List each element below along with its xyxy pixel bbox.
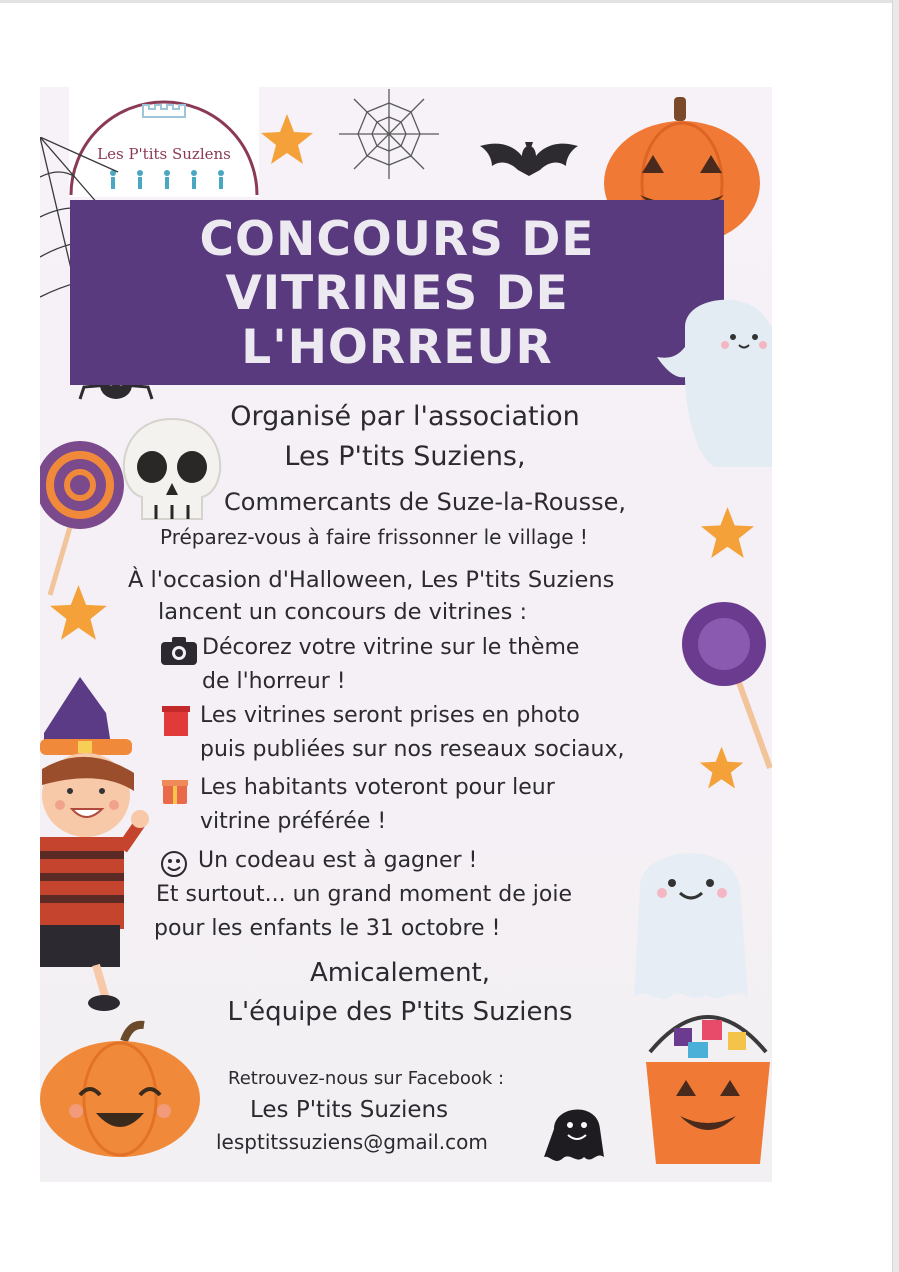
pumpkin-bottom-icon (40, 1019, 200, 1159)
step-1-line-1: Décorez votre vitrine sur le thème (202, 635, 580, 660)
spiderweb-icon (334, 87, 444, 182)
flyer (40, 87, 772, 1182)
intro-line-2: Les P'tits Suziens, (284, 441, 526, 472)
witch-kid-icon (40, 673, 162, 1023)
gift-box-icon (162, 775, 188, 805)
title-line-3: L'HORREUR (241, 320, 553, 375)
intro-line-3: Commercants de Suze-la-Rousse, (224, 488, 626, 516)
step-4-line-1: Un codeau est à gagner ! (198, 848, 478, 873)
scan-edge-top (0, 0, 899, 3)
facebook-page: Les P'tits Suziens (250, 1097, 449, 1123)
announcement-line-2: lancent un concours de vitrines : (158, 599, 528, 625)
ghost-icon (655, 287, 772, 467)
title-line-1: CONCOURS DE (199, 212, 595, 267)
step-3-line-1: Les habitants voteront pour leur (200, 775, 555, 800)
closing-line-1: Et surtout... un grand moment de joie (156, 882, 573, 907)
smiley-icon (160, 850, 188, 878)
star-icon (260, 112, 315, 167)
title-banner (70, 200, 724, 385)
camera-icon (160, 636, 198, 666)
announcement-line-1: À l'occasion d'Halloween, Les P'tits Suziens (128, 567, 615, 593)
closing-line-2: pour les enfants le 31 octobre ! (154, 916, 501, 941)
facebook-label: Retrouvez-nous sur Facebook : (228, 1068, 505, 1089)
black-ghost-icon (540, 1099, 612, 1169)
step-1-line-2: de l'horreur ! (202, 669, 346, 694)
ghost-small-icon (630, 827, 750, 1007)
intro-line-1: Organisé par l'association (230, 401, 580, 432)
signoff-line-2: L'équipe des P'tits Suziens (227, 997, 573, 1027)
logo-text: Les P'tits Suzlens (97, 145, 231, 163)
step-2-line-1: Les vitrines seront prises en photo (200, 703, 580, 728)
contact-email[interactable]: lesptitssuziens@gmail.com (216, 1130, 488, 1154)
scan-edge-right (892, 0, 899, 1272)
intro-line-4: Préparez-vous à faire frissonner le village ! (160, 525, 588, 549)
bat-icon (478, 132, 580, 180)
title-line-2: VITRINES DE (225, 266, 569, 321)
star-icon (48, 583, 110, 643)
gift-icon (162, 702, 190, 738)
candy-bucket-icon (644, 992, 772, 1182)
star-icon (700, 505, 756, 561)
step-3-line-2: vitrine préférée ! (200, 809, 387, 834)
lollipop-purple-icon (676, 602, 772, 772)
step-2-line-2: puis publiées sur nos reseaux sociaux, (200, 737, 625, 762)
signoff-line-1: Amicalement, (309, 958, 491, 988)
